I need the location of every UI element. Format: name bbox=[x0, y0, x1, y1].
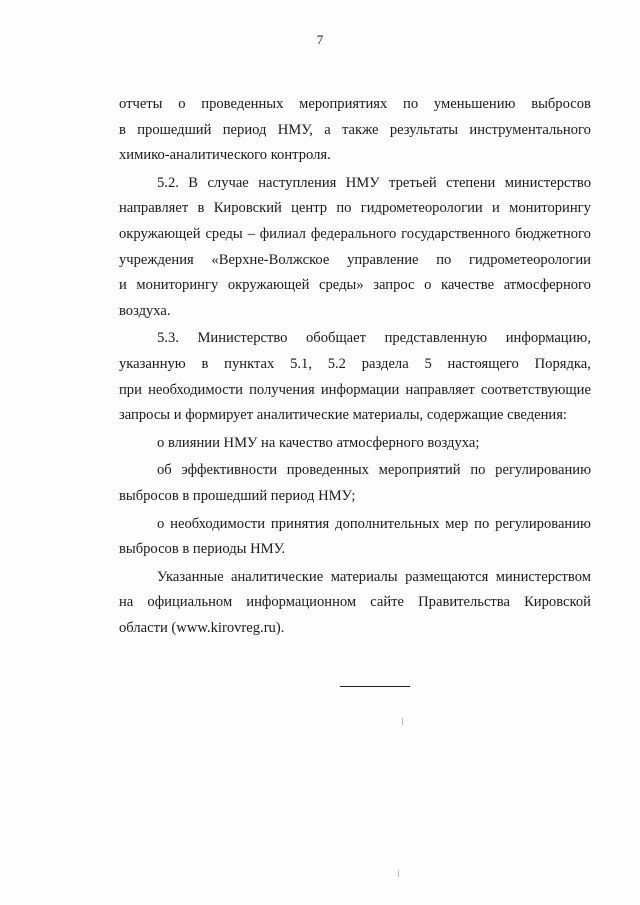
text-line bbox=[119, 590, 591, 616]
word: материалы bbox=[330, 568, 398, 585]
word: и bbox=[119, 277, 127, 294]
word: среды» bbox=[319, 277, 364, 294]
word: необходимости bbox=[148, 381, 243, 398]
word: на bbox=[119, 594, 134, 611]
word: обобщает bbox=[306, 330, 367, 347]
word: регулированию bbox=[495, 515, 591, 532]
word: дополнительных bbox=[335, 515, 440, 532]
list-item bbox=[119, 431, 591, 457]
text-line bbox=[119, 171, 591, 197]
word: мероприятиях bbox=[299, 96, 388, 112]
word: атмосферного bbox=[503, 277, 591, 294]
text-line bbox=[119, 378, 591, 404]
word: окружающей bbox=[119, 225, 201, 242]
word: Министерство bbox=[197, 330, 288, 347]
word: регулированию bbox=[495, 462, 591, 479]
word: указанную bbox=[119, 355, 186, 372]
text-line bbox=[119, 92, 591, 118]
word: управление bbox=[347, 251, 419, 268]
word: прошедший bbox=[137, 121, 212, 138]
word: Кировской bbox=[524, 594, 591, 611]
word: направляет bbox=[119, 200, 189, 217]
list-item bbox=[119, 512, 591, 563]
word: представленную bbox=[384, 330, 488, 347]
word: о bbox=[424, 277, 432, 294]
text-line bbox=[119, 248, 591, 274]
word: учреждения bbox=[119, 251, 194, 268]
word: бюджетного bbox=[515, 225, 591, 242]
word: при bbox=[119, 381, 142, 398]
scan-speck bbox=[402, 718, 403, 725]
word: в bbox=[119, 121, 126, 138]
word: а bbox=[324, 121, 331, 138]
text-line: выбросов в периоды НМУ. bbox=[119, 541, 286, 558]
word: официальном bbox=[147, 594, 233, 611]
word: запрос bbox=[373, 277, 415, 294]
scan-speck bbox=[398, 870, 399, 877]
word: Порядка, bbox=[534, 355, 591, 372]
word: – bbox=[247, 225, 255, 242]
word: НМУ, bbox=[277, 121, 313, 138]
word: также bbox=[342, 121, 379, 138]
word: проведенных bbox=[286, 462, 369, 479]
text-line: о влиянии НМУ на качество атмосферного воздуха; bbox=[157, 434, 480, 451]
word: принятия bbox=[270, 515, 330, 532]
word: о bbox=[178, 96, 186, 112]
word: в bbox=[201, 355, 209, 372]
text-line bbox=[119, 565, 591, 591]
word: размещаются bbox=[405, 568, 489, 585]
word: НМУ bbox=[345, 174, 380, 191]
text-line bbox=[119, 222, 591, 248]
word: уменьшению bbox=[433, 96, 516, 112]
word: мер bbox=[445, 515, 469, 532]
word: 5.3. bbox=[157, 330, 179, 347]
word: степени bbox=[446, 174, 496, 191]
word: эффективности bbox=[181, 462, 278, 479]
text-line: запросы и формирует аналитические материалы, содержащие сведения: bbox=[119, 407, 567, 424]
text-line: области (www.kirovreg.ru). bbox=[119, 619, 285, 636]
text-line bbox=[119, 352, 591, 378]
word: инструментального bbox=[469, 121, 591, 138]
word: сайте bbox=[370, 594, 405, 611]
word: настоящего bbox=[447, 355, 519, 372]
paragraph bbox=[119, 92, 591, 169]
word: об bbox=[157, 462, 172, 479]
word: по bbox=[470, 462, 486, 479]
word: пунктах bbox=[224, 355, 275, 372]
word: отчеты bbox=[119, 96, 163, 112]
word: по bbox=[436, 251, 452, 268]
word: по bbox=[336, 200, 352, 217]
text-line bbox=[119, 118, 591, 144]
word: В bbox=[188, 174, 199, 191]
word: по bbox=[474, 515, 490, 532]
word: случае bbox=[207, 174, 249, 191]
word: о bbox=[157, 515, 165, 532]
paragraph bbox=[119, 565, 591, 642]
word: раздела bbox=[361, 355, 409, 372]
word: информационном bbox=[246, 594, 357, 611]
word: третьей bbox=[389, 174, 437, 191]
end-of-document-rule bbox=[340, 686, 410, 687]
text-line: воздуха. bbox=[119, 302, 171, 319]
word: среды bbox=[205, 225, 243, 242]
page-number: 7 bbox=[316, 32, 324, 47]
text-line bbox=[119, 512, 591, 538]
word: качестве bbox=[441, 277, 495, 294]
word: Кировский bbox=[213, 200, 282, 217]
word: и bbox=[492, 200, 500, 217]
word: по bbox=[403, 96, 419, 112]
word: результаты bbox=[389, 121, 459, 138]
list-item bbox=[119, 458, 591, 509]
word: период bbox=[222, 121, 267, 138]
word: Правительства bbox=[418, 594, 510, 611]
word: информацию, bbox=[505, 330, 591, 347]
word: «Верхне-Волжское bbox=[211, 251, 330, 268]
document-body bbox=[119, 92, 591, 641]
word: федерального bbox=[310, 225, 397, 242]
word: министерством bbox=[495, 568, 591, 585]
word: соответствующие bbox=[480, 381, 591, 398]
word: окружающей bbox=[227, 277, 310, 294]
word: 5.2. bbox=[157, 174, 179, 191]
word: аналитические bbox=[231, 568, 324, 585]
paragraph bbox=[119, 171, 591, 325]
word: мониторингу bbox=[509, 200, 591, 217]
word: 5.2 bbox=[327, 355, 346, 372]
word: государственного bbox=[401, 225, 511, 242]
word: проведенных bbox=[201, 96, 284, 112]
word: филиал bbox=[259, 225, 306, 242]
text-line bbox=[119, 326, 591, 352]
word: в bbox=[197, 200, 205, 217]
word: Указанные bbox=[157, 568, 224, 585]
text-line: химико-аналитического контроля. bbox=[119, 147, 331, 164]
word: наступления bbox=[258, 174, 337, 191]
text-line bbox=[119, 196, 591, 222]
word: гидрометеорологии bbox=[469, 251, 591, 268]
word: министерство bbox=[504, 174, 591, 191]
text-line bbox=[119, 458, 591, 484]
word: информации bbox=[320, 381, 400, 398]
word: 5.1, bbox=[290, 355, 312, 372]
word: 5 bbox=[424, 355, 432, 372]
word: получения bbox=[249, 381, 315, 398]
word: направляет bbox=[405, 381, 475, 398]
paragraph bbox=[119, 326, 591, 428]
text-line bbox=[119, 273, 591, 299]
word: необходимости bbox=[170, 515, 266, 532]
word: выбросов bbox=[531, 96, 591, 112]
word: мероприятий bbox=[378, 462, 461, 479]
text-line: выбросов в прошедший период НМУ; bbox=[119, 487, 356, 504]
word: гидрометеорологии bbox=[360, 200, 483, 217]
word: центр bbox=[291, 200, 328, 217]
word: мониторингу bbox=[136, 277, 219, 294]
